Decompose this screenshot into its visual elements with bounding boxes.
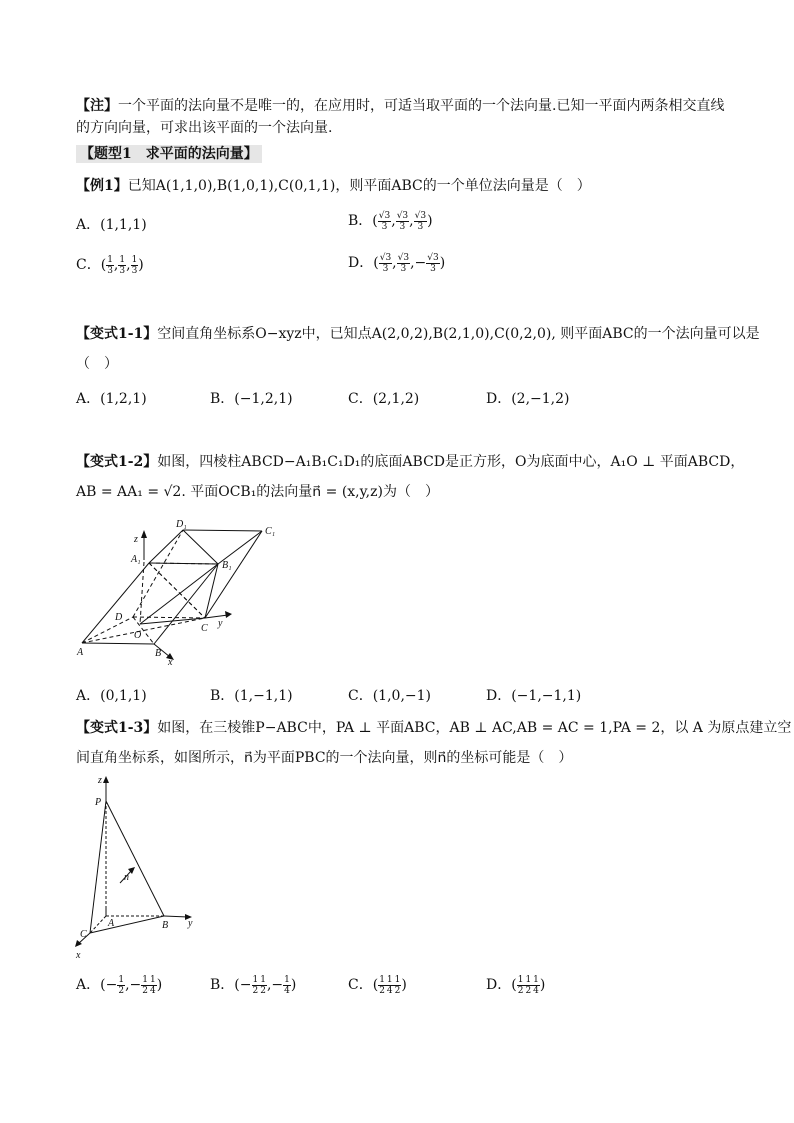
v12-question-line-1: 【变式1-2】如图，四棱柱ABCD−A₁B₁C₁D₁的底面ABCD是正方形，O为底面中心，A₁O ⊥ 平面ABCD， (76, 454, 745, 470)
ex1-option-a[interactable]: A．(1,1,1) (76, 217, 147, 233)
v13-option-a[interactable]: A．(− $\frac{1}{2}$ ,− $\frac{1}{2}$ $\frac{1}{4}$ ) (76, 974, 163, 996)
svg-text:A: A (108, 918, 115, 929)
v13-question-line-2: 间直角坐标系，如图所示，n⃗为平面PBC的一个法向量，则n⃗的坐标可能是（ ） (76, 750, 573, 766)
svg-text:C: C (201, 623, 208, 634)
svg-text:O: O (134, 630, 142, 641)
v11-option-a[interactable]: A．(1,2,1) (76, 391, 147, 407)
prism-figure (70, 514, 300, 670)
v11-option-b[interactable]: B．(−1,2,1) (210, 391, 293, 407)
svg-text:x: x (168, 657, 173, 668)
ex1-option-c[interactable]: C．( $\frac{1}{3}$ , $\frac{1}{3}$ , $\frac{1}{3}$ ) (76, 254, 144, 276)
svg-text:B₁: B₁ (222, 560, 232, 571)
v13-option-b[interactable]: B．(− $\frac{1}{2}$ $\frac{1}{2}$ ,− $\frac{1}{4}$ ) (210, 974, 297, 996)
v11-option-d[interactable]: D．(2,−1,2) (486, 391, 570, 407)
ex1-option-d[interactable]: D．( $\frac{√3}{3}$ , $\frac{√3}{3}$ ,− $\frac{√3}{3}$ ) (348, 252, 446, 274)
v12-option-a[interactable]: A．(0,1,1) (76, 688, 147, 704)
v13-option-d[interactable]: D．( $\frac{1}{2}$ $\frac{1}{2}$ $\frac{1}{4}$ ) (486, 974, 546, 996)
v11-option-c[interactable]: C．(2,1,2) (348, 391, 420, 407)
svg-text:B: B (155, 648, 162, 659)
svg-text:D: D (115, 612, 123, 623)
note-line-2: 的方向向量，可求出该平面的一个法向量. (76, 120, 333, 136)
ex1-question: 【例1】已知A(1,1,0),B(1,0,1),C(0,1,1)，则平面ABC的一个单位法向量是（ ） (76, 178, 591, 194)
svg-text:C₁: C₁ (265, 526, 276, 537)
svg-text:z: z (98, 775, 102, 786)
svg-text:x: x (76, 950, 81, 960)
svg-text:n⃗: n⃗ (124, 872, 137, 883)
v13-option-c[interactable]: C．( $\frac{1}{2}$ $\frac{1}{4}$ $\frac{1}{2}$ ) (348, 974, 407, 996)
v12-option-c[interactable]: C．(1,0,−1) (348, 688, 431, 704)
svg-text:A₁: A₁ (131, 554, 141, 565)
svg-text:D₁: D₁ (176, 519, 187, 530)
v11-question: 【变式1-1】空间直角坐标系O−xyz中，已知点A(2,0,2),B(2,1,0),C(0,2,0), 则平面ABC的一个法向量可以是 (76, 326, 760, 342)
ex1-option-b[interactable]: B．( $\frac{√3}{3}$ , $\frac{√3}{3}$ , $\frac{√3}{3}$ ) (348, 210, 433, 232)
svg-text:C: C (80, 929, 87, 940)
v12-option-d[interactable]: D．(−1,−1,1) (486, 688, 582, 704)
svg-text:B: B (162, 920, 169, 931)
svg-text:y: y (188, 918, 193, 929)
v13-question-line-1: 【变式1-3】如图，在三棱锥P−ABC中，PA ⊥ 平面ABC，AB ⊥ AC,AB = AC = 1,PA = 2，以 A 为原点建立空 (76, 720, 792, 736)
note-tag: 【注】 (76, 98, 118, 114)
svg-text:y: y (218, 618, 223, 629)
svg-text:z: z (134, 534, 138, 545)
v12-question-line-2: AB = AA₁ = √2. 平面OCB₁的法向量n⃗ = (x,y,z)为（ ） (76, 484, 439, 500)
svg-text:A: A (77, 647, 84, 658)
section-title: 【题型1 求平面的法向量】 (76, 144, 262, 164)
pyramid-figure (70, 774, 210, 960)
v11-paren: （ ） (76, 356, 118, 372)
svg-text:P: P (95, 797, 102, 808)
v12-option-b[interactable]: B．(1,−1,1) (210, 688, 293, 704)
note-line-1: 【注】一个平面的法向量不是唯一的，在应用时，可适当取平面的一个法向量.已知一平面内两条相交直线 (76, 98, 725, 114)
